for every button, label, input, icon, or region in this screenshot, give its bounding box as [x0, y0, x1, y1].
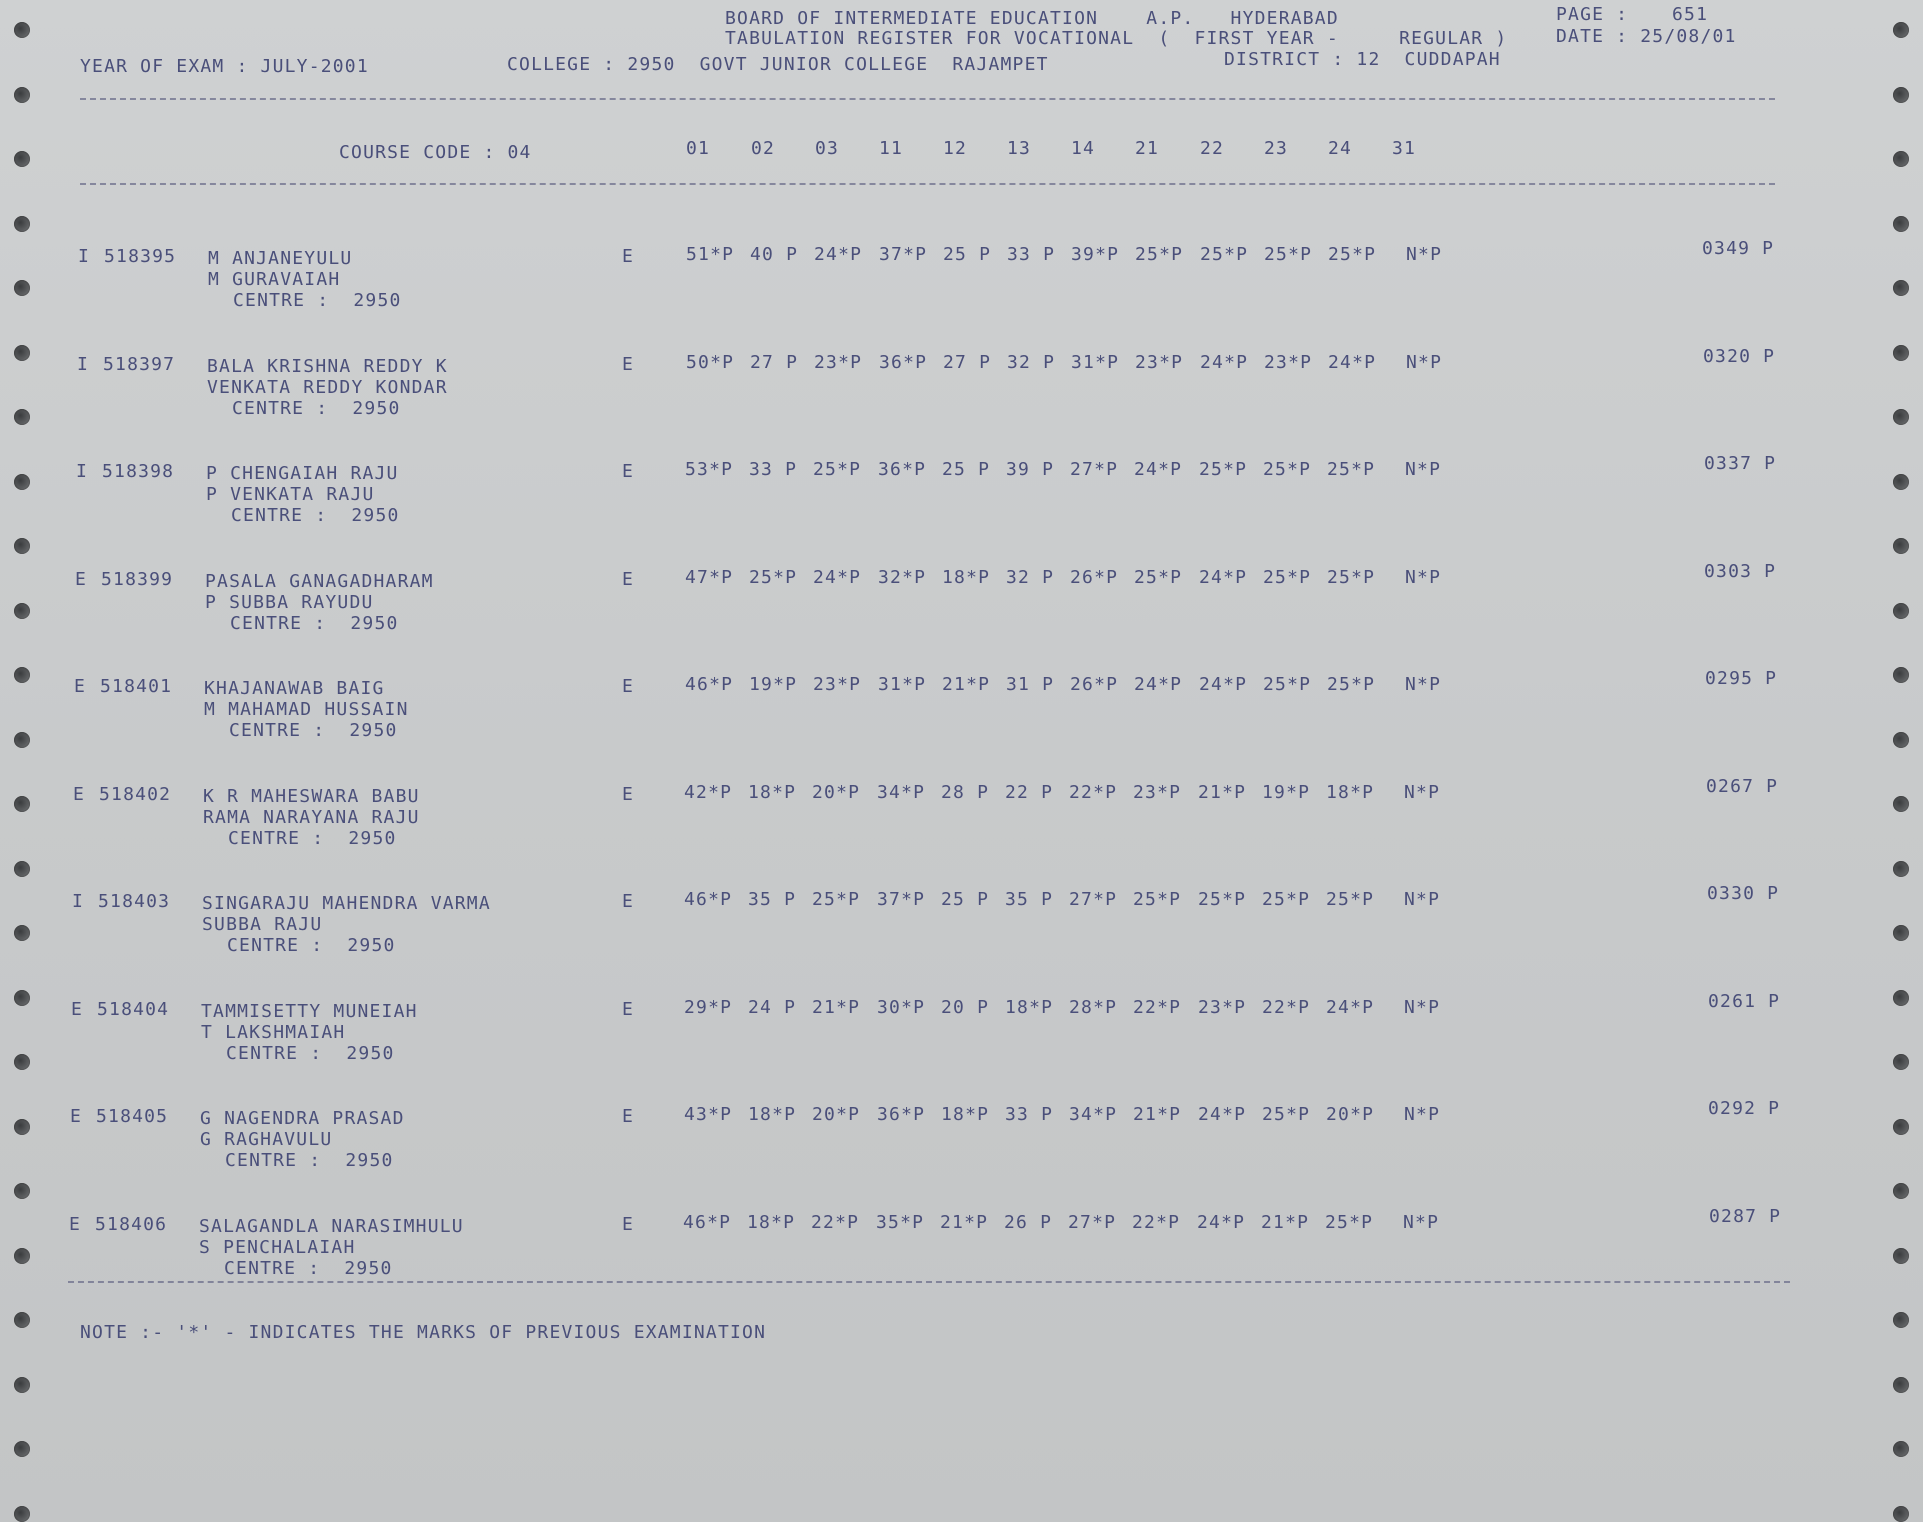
subject-mark: 21*P — [1261, 1211, 1310, 1233]
subject-mark: 33 P — [1007, 244, 1056, 265]
tractor-hole — [1893, 1312, 1909, 1328]
subject-mark: 25*P — [1262, 1104, 1311, 1125]
subject-mark: 25*P — [749, 566, 798, 588]
district-info: DISTRICT : 12 CUDDAPAH — [1224, 49, 1501, 70]
roll-number: 518402 — [99, 783, 172, 805]
category-code: E — [75, 568, 88, 590]
student-record — [0, 238, 1923, 346]
subject-mark: 18*P — [1326, 781, 1375, 803]
subject-mark: 25 P — [941, 889, 990, 910]
subject-mark: 31*P — [1071, 351, 1120, 373]
subject-mark: 26 P — [1004, 1211, 1053, 1233]
subject-code: 23 — [1264, 138, 1289, 159]
subject-mark: 20*P — [812, 781, 861, 803]
subject-mark: 33 P — [749, 459, 798, 480]
tractor-hole — [1893, 87, 1909, 103]
subject-mark: 25*P — [1133, 889, 1182, 910]
roll-number: 518401 — [100, 676, 173, 697]
category-code: E — [71, 998, 84, 1020]
subject-mark: 21*P — [940, 1211, 989, 1233]
divider — [80, 98, 1775, 100]
centre-code: CENTRE : 2950 — [225, 1150, 394, 1171]
total-result: 0295 P — [1705, 668, 1778, 689]
subject-mark: N*P — [1405, 674, 1442, 695]
subject-mark: 25*P — [1262, 889, 1311, 910]
subject-mark: 40 P — [750, 244, 799, 265]
subject-mark: 24*P — [1134, 459, 1183, 480]
medium-code: E — [622, 783, 635, 805]
subject-mark: 24*P — [814, 244, 863, 265]
subject-mark: 25 P — [943, 244, 992, 265]
tractor-hole — [1893, 1441, 1909, 1457]
subject-mark: 22*P — [1069, 781, 1118, 803]
roll-number: 518395 — [104, 246, 177, 267]
tractor-hole — [14, 1506, 30, 1522]
subject-code: 02 — [751, 138, 776, 159]
subject-mark: 32 P — [1007, 351, 1056, 373]
subject-mark: 25*P — [1327, 566, 1376, 588]
subject-mark: 31*P — [878, 674, 927, 695]
divider — [80, 183, 1775, 185]
subject-code: 14 — [1071, 138, 1096, 159]
subject-mark: 25*P — [1134, 566, 1183, 588]
tractor-hole — [1893, 151, 1909, 167]
subject-code: 03 — [815, 138, 840, 159]
tractor-hole — [1893, 22, 1909, 38]
subject-mark: 24*P — [1199, 674, 1248, 695]
student-name: BALA KRISHNA REDDY K — [207, 355, 448, 377]
subject-mark: 35*P — [876, 1211, 925, 1233]
parent-name: M MAHAMAD HUSSAIN — [204, 699, 409, 720]
subject-mark: N*P — [1404, 889, 1441, 910]
subject-mark: 33 P — [1005, 1104, 1054, 1125]
medium-code: E — [622, 676, 635, 697]
subject-mark: 30*P — [877, 996, 926, 1018]
subject-mark: 25*P — [1264, 244, 1313, 265]
subject-mark: 25*P — [1327, 459, 1376, 480]
subject-mark: N*P — [1404, 1104, 1441, 1125]
tractor-hole — [14, 87, 30, 103]
centre-code: CENTRE : 2950 — [233, 290, 402, 311]
subject-mark: N*P — [1406, 244, 1443, 265]
category-code: E — [73, 783, 86, 805]
subject-mark: 51*P — [686, 244, 735, 265]
subject-mark: 27 P — [750, 351, 799, 373]
subject-mark: 24*P — [813, 566, 862, 588]
parent-name: T LAKSHMAIAH — [201, 1021, 346, 1043]
centre-code: CENTRE : 2950 — [224, 1257, 393, 1279]
centre-code: CENTRE : 2950 — [229, 720, 398, 741]
subject-mark: N*P — [1405, 566, 1442, 588]
total-result: 0261 P — [1708, 990, 1781, 1012]
subject-mark: 25*P — [1325, 1211, 1374, 1233]
student-record — [0, 775, 1923, 884]
subject-mark: 53*P — [685, 459, 734, 480]
subject-mark: 46*P — [685, 674, 734, 695]
subject-mark: 35 P — [1005, 889, 1054, 910]
subject-mark: 21*P — [812, 996, 861, 1018]
subject-code: 22 — [1200, 138, 1225, 159]
subject-mark: 24*P — [1326, 996, 1375, 1018]
subject-mark: 18*P — [747, 1211, 796, 1233]
subject-mark: 25*P — [1328, 244, 1377, 265]
parent-name: S PENCHALAIAH — [199, 1236, 356, 1258]
student-name: K R MAHESWARA BABU — [203, 785, 420, 807]
parent-name: SUBBA RAJU — [202, 914, 323, 935]
subject-mark: 28 P — [941, 781, 990, 803]
medium-code: E — [622, 1106, 635, 1127]
parent-name: P VENKATA RAJU — [206, 484, 375, 505]
total-result: 0320 P — [1703, 345, 1776, 367]
subject-mark: 42*P — [684, 781, 733, 803]
subject-mark: 24*P — [1199, 566, 1248, 588]
divider — [68, 1281, 1790, 1283]
total-result: 0267 P — [1706, 775, 1779, 797]
subject-code: 13 — [1007, 138, 1032, 159]
board-title: BOARD OF INTERMEDIATE EDUCATION A.P. HYDERABAD — [725, 8, 1339, 29]
roll-number: 518404 — [97, 998, 170, 1020]
subject-mark: 46*P — [684, 889, 733, 910]
roll-number: 518403 — [98, 891, 171, 912]
subject-code: 24 — [1328, 138, 1353, 159]
medium-code: E — [622, 461, 635, 482]
tractor-hole — [14, 1441, 30, 1457]
centre-code: CENTRE : 2950 — [230, 612, 399, 634]
centre-code: CENTRE : 2950 — [228, 827, 397, 849]
subject-mark: 18*P — [1005, 996, 1054, 1018]
subject-mark: 19*P — [1262, 781, 1311, 803]
roll-number: 518406 — [95, 1213, 168, 1235]
student-name: PASALA GANAGADHARAM — [205, 570, 434, 592]
student-record — [0, 1205, 1923, 1314]
year-of-exam: YEAR OF EXAM : JULY-2001 — [80, 56, 369, 77]
roll-number: 518397 — [103, 353, 176, 375]
subject-mark: 36*P — [877, 1104, 926, 1125]
subject-mark: 25*P — [1199, 459, 1248, 480]
subject-mark: 25*P — [1135, 244, 1184, 265]
student-record — [0, 560, 1923, 669]
medium-code: E — [622, 891, 635, 912]
tractor-hole — [14, 1377, 30, 1393]
centre-code: CENTRE : 2950 — [227, 935, 396, 956]
subject-mark: 34*P — [877, 781, 926, 803]
subject-mark: N*P — [1406, 351, 1443, 373]
subject-mark: 46*P — [683, 1211, 732, 1233]
subject-mark: 28*P — [1069, 996, 1118, 1018]
subject-mark: 23*P — [1264, 351, 1313, 373]
subject-mark: 18*P — [942, 566, 991, 588]
tractor-hole — [14, 216, 30, 232]
medium-code: E — [622, 246, 635, 267]
subject-mark: 19*P — [749, 674, 798, 695]
subject-mark: 22*P — [1132, 1211, 1181, 1233]
category-code: I — [72, 891, 85, 912]
roll-number: 518399 — [101, 568, 174, 590]
report-date: DATE : 25/08/01 — [1556, 26, 1737, 47]
subject-mark: 18*P — [941, 1104, 990, 1125]
subject-mark: 27 P — [943, 351, 992, 373]
register-title: TABULATION REGISTER FOR VOCATIONAL ( FIRST YEAR - REGULAR ) — [725, 28, 1508, 49]
student-record — [0, 1098, 1923, 1206]
subject-mark: 21*P — [1133, 1104, 1182, 1125]
subject-mark: 35 P — [748, 889, 797, 910]
college-info: COLLEGE : 2950 GOVT JUNIOR COLLEGE RAJAMPET — [507, 54, 1049, 75]
subject-mark: 25*P — [1198, 889, 1247, 910]
subject-mark: 21*P — [942, 674, 991, 695]
subject-mark: 20 P — [941, 996, 990, 1018]
student-name: SALAGANDLA NARASIMHULU — [199, 1215, 464, 1237]
page-number: 651 — [1672, 4, 1709, 25]
subject-mark: 23*P — [814, 351, 863, 373]
subject-mark: 23*P — [1135, 351, 1184, 373]
subject-mark: 31 P — [1006, 674, 1055, 695]
subject-mark: 26*P — [1070, 674, 1119, 695]
subject-mark: 37*P — [879, 244, 928, 265]
subject-mark: 47*P — [685, 566, 734, 588]
subject-mark: 25*P — [812, 889, 861, 910]
subject-mark: N*P — [1404, 781, 1441, 803]
subject-mark: N*P — [1404, 996, 1441, 1018]
subject-mark: 25*P — [1263, 566, 1312, 588]
student-record — [0, 883, 1923, 991]
subject-mark: 24*P — [1200, 351, 1249, 373]
subject-mark: 39 P — [1006, 459, 1055, 480]
footnote: NOTE :- '*' - INDICATES THE MARKS OF PREVIOUS EXAMINATION — [80, 1322, 767, 1343]
category-code: I — [77, 353, 90, 375]
subject-mark: 24*P — [1134, 674, 1183, 695]
total-result: 0303 P — [1704, 560, 1777, 582]
parent-name: RAMA NARAYANA RAJU — [203, 806, 420, 828]
subject-mark: N*P — [1405, 459, 1442, 480]
subject-mark: N*P — [1403, 1211, 1440, 1233]
category-code: E — [70, 1106, 83, 1127]
tractor-hole — [14, 1312, 30, 1328]
subject-mark: 24*P — [1197, 1211, 1246, 1233]
tractor-hole — [1893, 1506, 1909, 1522]
student-record — [0, 453, 1923, 561]
tractor-hole — [1893, 216, 1909, 232]
tractor-hole — [14, 22, 30, 38]
student-name: G NAGENDRA PRASAD — [200, 1108, 405, 1129]
tractor-hole — [14, 151, 30, 167]
subject-mark: 25*P — [1327, 674, 1376, 695]
subject-mark: 24*P — [1198, 1104, 1247, 1125]
subject-code: 31 — [1392, 138, 1417, 159]
subject-mark: 25*P — [813, 459, 862, 480]
subject-mark: 32 P — [1006, 566, 1055, 588]
subject-mark: 22*P — [811, 1211, 860, 1233]
subject-mark: 39*P — [1071, 244, 1120, 265]
subject-mark: 36*P — [879, 351, 928, 373]
page-label: PAGE : — [1556, 4, 1629, 25]
student-name: M ANJANEYULU — [208, 248, 353, 269]
subject-mark: 22*P — [1133, 996, 1182, 1018]
centre-code: CENTRE : 2950 — [232, 397, 401, 419]
tractor-hole — [1893, 1377, 1909, 1393]
subject-mark: 26*P — [1070, 566, 1119, 588]
subject-mark: 25*P — [1263, 459, 1312, 480]
student-record — [0, 668, 1923, 776]
subject-mark: 27*P — [1069, 889, 1118, 910]
category-code: E — [69, 1213, 82, 1235]
total-result: 0287 P — [1709, 1205, 1782, 1227]
student-record — [0, 345, 1923, 454]
subject-mark: 34*P — [1069, 1104, 1118, 1125]
subject-mark: 36*P — [878, 459, 927, 480]
student-name: KHAJANAWAB BAIG — [204, 678, 385, 699]
subject-mark: 50*P — [686, 351, 735, 373]
subject-mark: 25 P — [942, 459, 991, 480]
subject-code: 01 — [686, 138, 711, 159]
subject-mark: 27*P — [1070, 459, 1119, 480]
medium-code: E — [622, 353, 635, 375]
subject-mark: 23*P — [1198, 996, 1247, 1018]
parent-name: M GURAVAIAH — [208, 269, 341, 290]
subject-mark: 18*P — [748, 1104, 797, 1125]
parent-name: G RAGHAVULU — [200, 1129, 333, 1150]
subject-mark: 21*P — [1198, 781, 1247, 803]
medium-code: E — [622, 1213, 635, 1235]
roll-number: 518398 — [102, 461, 175, 482]
total-result: 0337 P — [1704, 453, 1777, 474]
category-code: I — [78, 246, 91, 267]
subject-mark: 23*P — [813, 674, 862, 695]
student-name: SINGARAJU MAHENDRA VARMA — [202, 893, 491, 914]
subject-mark: 25*P — [1263, 674, 1312, 695]
subject-mark: 20*P — [1326, 1104, 1375, 1125]
subject-mark: 24*P — [1328, 351, 1377, 373]
subject-mark: 43*P — [684, 1104, 733, 1125]
parent-name: VENKATA REDDY KONDAR — [207, 376, 448, 398]
subject-mark: 24 P — [748, 996, 797, 1018]
subject-mark: 27*P — [1068, 1211, 1117, 1233]
total-result: 0292 P — [1708, 1098, 1781, 1119]
course-code: COURSE CODE : 04 — [339, 142, 532, 163]
subject-code: 12 — [943, 138, 968, 159]
total-result: 0349 P — [1702, 238, 1775, 259]
subject-mark: 37*P — [877, 889, 926, 910]
subject-mark: 22*P — [1262, 996, 1311, 1018]
student-record — [0, 990, 1923, 1099]
subject-mark: 20*P — [812, 1104, 861, 1125]
parent-name: P SUBBA RAYUDU — [205, 591, 374, 613]
total-result: 0330 P — [1707, 883, 1780, 904]
centre-code: CENTRE : 2950 — [226, 1042, 395, 1064]
student-name: TAMMISETTY MUNEIAH — [201, 1000, 418, 1022]
subject-mark: 23*P — [1133, 781, 1182, 803]
roll-number: 518405 — [96, 1106, 169, 1127]
category-code: I — [76, 461, 89, 482]
subject-mark: 18*P — [748, 781, 797, 803]
subject-code: 11 — [879, 138, 904, 159]
student-name: P CHENGAIAH RAJU — [206, 463, 399, 484]
subject-code: 21 — [1135, 138, 1160, 159]
subject-mark: 25*P — [1326, 889, 1375, 910]
subject-mark: 32*P — [878, 566, 927, 588]
category-code: E — [74, 676, 87, 697]
medium-code: E — [622, 568, 635, 590]
subject-mark: 22 P — [1005, 781, 1054, 803]
centre-code: CENTRE : 2950 — [231, 505, 400, 526]
medium-code: E — [622, 998, 635, 1020]
subject-mark: 29*P — [684, 996, 733, 1018]
subject-mark: 25*P — [1200, 244, 1249, 265]
